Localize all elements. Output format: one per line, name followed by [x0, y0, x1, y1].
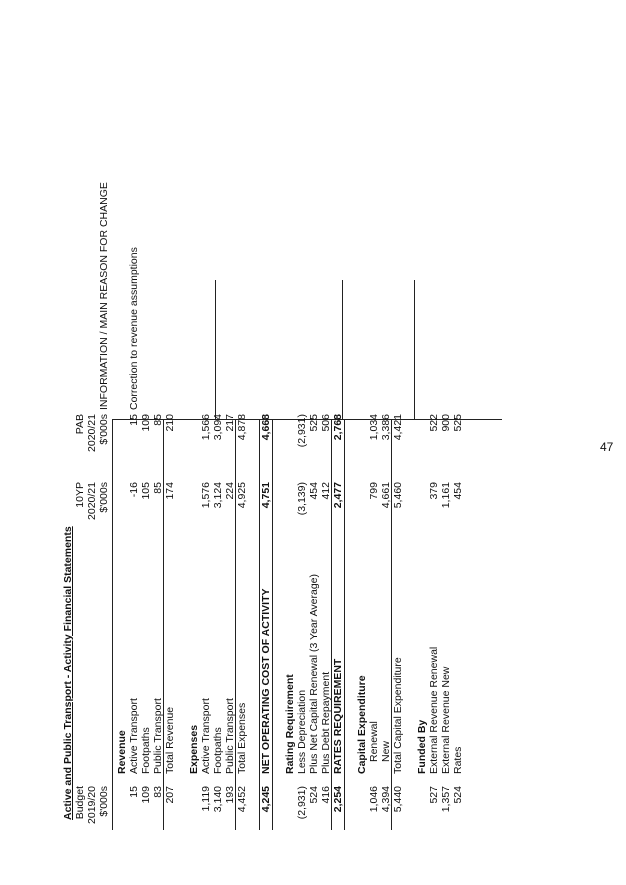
tenyp-value: 4,925: [236, 482, 248, 509]
row-label: Total Revenue: [164, 706, 176, 774]
tenyp-header-3: $'000s: [98, 482, 110, 513]
budget-value: 109: [140, 786, 152, 804]
statement-title: Active and Public Transport - Activity Financial Statements: [62, 526, 74, 820]
budget-value: 2,254: [332, 786, 344, 813]
page-number: 47: [600, 440, 614, 454]
pab-value: 3,094: [212, 414, 224, 441]
budget-value: 83: [152, 786, 164, 798]
budget-value: 524: [308, 786, 320, 804]
row-label: RATES REQUIREMENT: [332, 658, 344, 774]
tenyp-header-2: 2020/21: [86, 482, 98, 520]
pab-value: 1,034: [368, 414, 380, 441]
row-label: Less Depreciation: [296, 689, 308, 774]
budget-header-2: 2019/20: [86, 786, 98, 824]
tenyp-value: 4,751: [260, 482, 272, 509]
pab-value: 210: [164, 414, 176, 432]
tenyp-value: (3,139): [296, 482, 308, 516]
row-label: Footpaths: [212, 727, 224, 774]
pab-value: 900: [440, 414, 452, 432]
row-label: External Revenue Renewal: [428, 646, 440, 774]
budget-value: 193: [224, 786, 236, 804]
info-rule-2: [342, 280, 343, 420]
row-label: Rates: [452, 746, 464, 774]
pab-value: 522: [428, 414, 440, 432]
budget-value: (2,931): [296, 786, 308, 820]
row-label: Total Capital Expenditure: [392, 657, 404, 774]
section-heading: Revenue: [116, 730, 128, 774]
rotated-table-page: [50, 70, 570, 830]
total-rule: [391, 420, 392, 830]
pab-value: 4,421: [392, 414, 404, 441]
section-heading: Capital Expenditure: [356, 675, 368, 774]
total-rule-bottom: [272, 420, 273, 830]
budget-value: 4,394: [380, 786, 392, 813]
header-rule: [112, 420, 113, 830]
row-label: Plus Debt Repayment: [320, 671, 332, 774]
total-rule-bottom: [344, 420, 345, 830]
tenyp-value: 454: [452, 482, 464, 500]
pab-value: 525: [308, 414, 320, 432]
pab-value: 525: [452, 414, 464, 432]
budget-value: 4,452: [236, 786, 248, 813]
tenyp-value: 799: [368, 482, 380, 500]
row-label: Footpaths: [140, 727, 152, 774]
row-label: Plus Net Capital Renewal (3 Year Average): [308, 573, 320, 774]
tenyp-value: 1,161: [440, 482, 452, 509]
row-label: Public Transport: [224, 698, 236, 774]
row-label: External Revenue New: [440, 666, 452, 774]
budget-value: 527: [428, 786, 440, 804]
tenyp-value: -16: [128, 482, 140, 498]
tenyp-value: 4,661: [380, 482, 392, 509]
budget-value: 15: [128, 786, 140, 798]
total-rule: [259, 420, 260, 830]
budget-value: 5,440: [392, 786, 404, 813]
tenyp-value: 379: [428, 482, 440, 500]
budget-value: 3,140: [212, 786, 224, 813]
tenyp-value: 224: [224, 482, 236, 500]
pab-value: 506: [320, 414, 332, 432]
pab-value: 2,768: [332, 414, 344, 441]
pab-value: 109: [140, 414, 152, 432]
budget-value: 416: [320, 786, 332, 804]
tenyp-value: 412: [320, 482, 332, 500]
pab-value: 85: [152, 414, 164, 426]
info-header: INFORMATION / MAIN REASON FOR CHANGE: [98, 182, 110, 410]
pab-header-1: PAB: [74, 414, 86, 435]
pab-value: (2,931): [296, 414, 308, 448]
tenyp-value: 5,460: [392, 482, 404, 509]
total-rule: [235, 420, 236, 830]
info-rule-1: [215, 280, 216, 420]
budget-header-3: $'000s: [98, 786, 110, 817]
tenyp-value: 3,124: [212, 482, 224, 509]
budget-value: 524: [452, 786, 464, 804]
info-text: Correction to revenue assumptions: [128, 247, 140, 410]
row-label: NET OPERATING COST OF ACTIVITY: [260, 588, 272, 774]
info-rule-3: [414, 280, 415, 420]
budget-value: 1,357: [440, 786, 452, 813]
tenyp-value: 1,576: [200, 482, 212, 509]
tenyp-value: 85: [152, 482, 164, 494]
tenyp-value: 454: [308, 482, 320, 500]
pab-value: 217: [224, 414, 236, 432]
pab-value: 15: [128, 414, 140, 426]
pab-value: 4,668: [260, 414, 272, 441]
row-label: New: [380, 740, 392, 762]
section-heading: Rating Requirement: [284, 674, 296, 774]
tenyp-header-1: 10YP: [74, 482, 86, 508]
tenyp-value: 174: [164, 482, 176, 500]
pab-value: 1,566: [200, 414, 212, 441]
row-label: Public Transport: [152, 698, 164, 774]
row-label: Total Expenses: [236, 702, 248, 774]
budget-header-1: Budget: [74, 786, 86, 820]
budget-value: 1,046: [368, 786, 380, 813]
row-label: Active Transport: [200, 698, 212, 774]
section-heading: Funded By: [416, 719, 428, 774]
pab-header-3: $'000s: [98, 414, 110, 445]
row-label: Active Transport: [128, 698, 140, 774]
total-rule: [163, 420, 164, 830]
pab-value: 4,878: [236, 414, 248, 441]
total-rule: [331, 420, 332, 830]
budget-value: 4,245: [260, 786, 272, 813]
row-label: Renewal: [368, 721, 380, 762]
budget-value: 1,119: [200, 786, 212, 812]
pab-header-2: 2020/21: [86, 414, 98, 452]
budget-value: 207: [164, 786, 176, 804]
pab-value: 3,386: [380, 414, 392, 441]
tenyp-value: 2,477: [332, 482, 344, 509]
tenyp-value: 105: [140, 482, 152, 500]
section-heading: Expenses: [188, 724, 200, 774]
